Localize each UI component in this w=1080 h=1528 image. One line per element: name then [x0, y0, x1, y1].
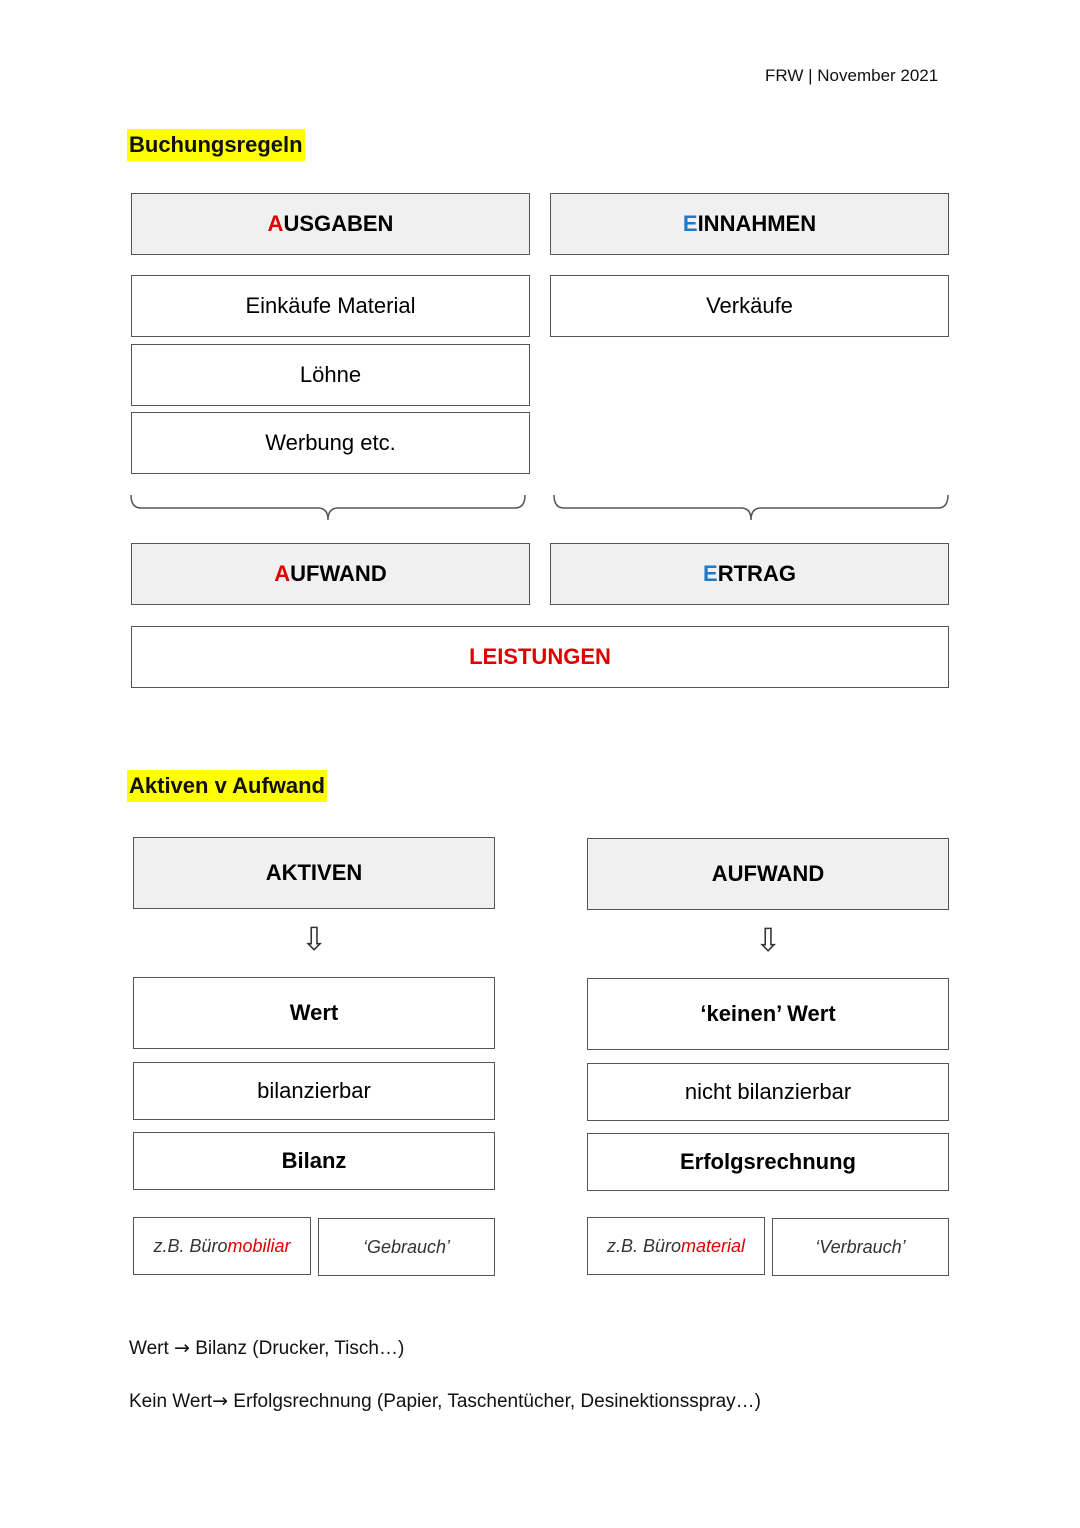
note-line-1 [129, 1337, 404, 1360]
down-arrow-icon: ⇩ [300, 920, 328, 958]
right-arrow-icon: → [212, 1390, 228, 1412]
aufwand-value-box: ‘keinen’ Wert [587, 978, 949, 1050]
ausgaben-rest: USGABEN [283, 211, 394, 236]
einnahmen-box [550, 193, 949, 255]
aufwand-head-box: AUFWAND [587, 838, 949, 910]
brace-einnahmen [554, 495, 948, 520]
note-line-2 [129, 1390, 761, 1413]
einnahmen-item-verkaeufe: Verkäufe [550, 275, 949, 337]
aufwand-example-box [587, 1217, 765, 1275]
ausgaben-item-loehne: Löhne [131, 344, 530, 406]
aufwand-balance-box: nicht bilanzierbar [587, 1063, 949, 1121]
aktiven-head-box: AKTIVEN [133, 837, 495, 909]
grouping-braces [125, 490, 955, 530]
einnahmen-initial: E [682, 211, 698, 236]
aufwand-example-highlight: material [681, 1235, 746, 1256]
einnahmen-rest: INNAHMEN [697, 211, 817, 236]
ausgaben-item-einkaeufe: Einkäufe Material [131, 275, 530, 337]
note-1-start: Wert [129, 1338, 175, 1359]
aktiven-balance-box: bilanzierbar [133, 1062, 495, 1120]
ausgaben-box [131, 193, 530, 255]
aufwand-statement-box: Erfolgsrechnung [587, 1133, 949, 1191]
aufwand-box [131, 543, 530, 605]
page-header: FRW | November 2021 [765, 66, 939, 85]
aktiven-value-box: Wert [133, 977, 495, 1049]
ausgaben-initial: A [267, 211, 284, 236]
aktiven-example-box [133, 1217, 311, 1275]
note-2-start: Kein Wert [129, 1391, 213, 1412]
aufwand-initial: A [274, 561, 291, 586]
ertrag-rest: RTRAG [717, 561, 796, 586]
aktiven-example-prefix: z.B. Büro [153, 1235, 228, 1256]
section-title-buchungsregeln: Buchungsregeln [127, 129, 305, 161]
aktiven-example-highlight: mobiliar [227, 1235, 291, 1256]
aktiven-usage-box: ‘Gebrauch’ [318, 1218, 495, 1276]
ertrag-box [550, 543, 949, 605]
aufwand-example-prefix: z.B. Büro [606, 1235, 681, 1256]
down-arrow-icon: ⇩ [754, 921, 782, 959]
aktiven-statement-box: Bilanz [133, 1132, 495, 1190]
aufwand-usage-box: ‘Verbrauch’ [772, 1218, 949, 1276]
section-title-aktiven-v-aufwand: Aktiven v Aufwand [127, 770, 327, 802]
leistungen-box: LEISTUNGEN [131, 626, 949, 688]
note-1-end: Bilanz (Drucker, Tisch…) [189, 1338, 405, 1359]
note-2-end: Erfolgsrechnung (Papier, Taschentücher, Desinektionsspray…) [228, 1391, 761, 1412]
ertrag-initial: E [703, 561, 718, 586]
brace-ausgaben [131, 495, 525, 520]
ausgaben-item-werbung: Werbung etc. [131, 412, 530, 474]
aufwand-rest: UFWAND [290, 561, 387, 586]
right-arrow-icon: → [174, 1337, 190, 1359]
